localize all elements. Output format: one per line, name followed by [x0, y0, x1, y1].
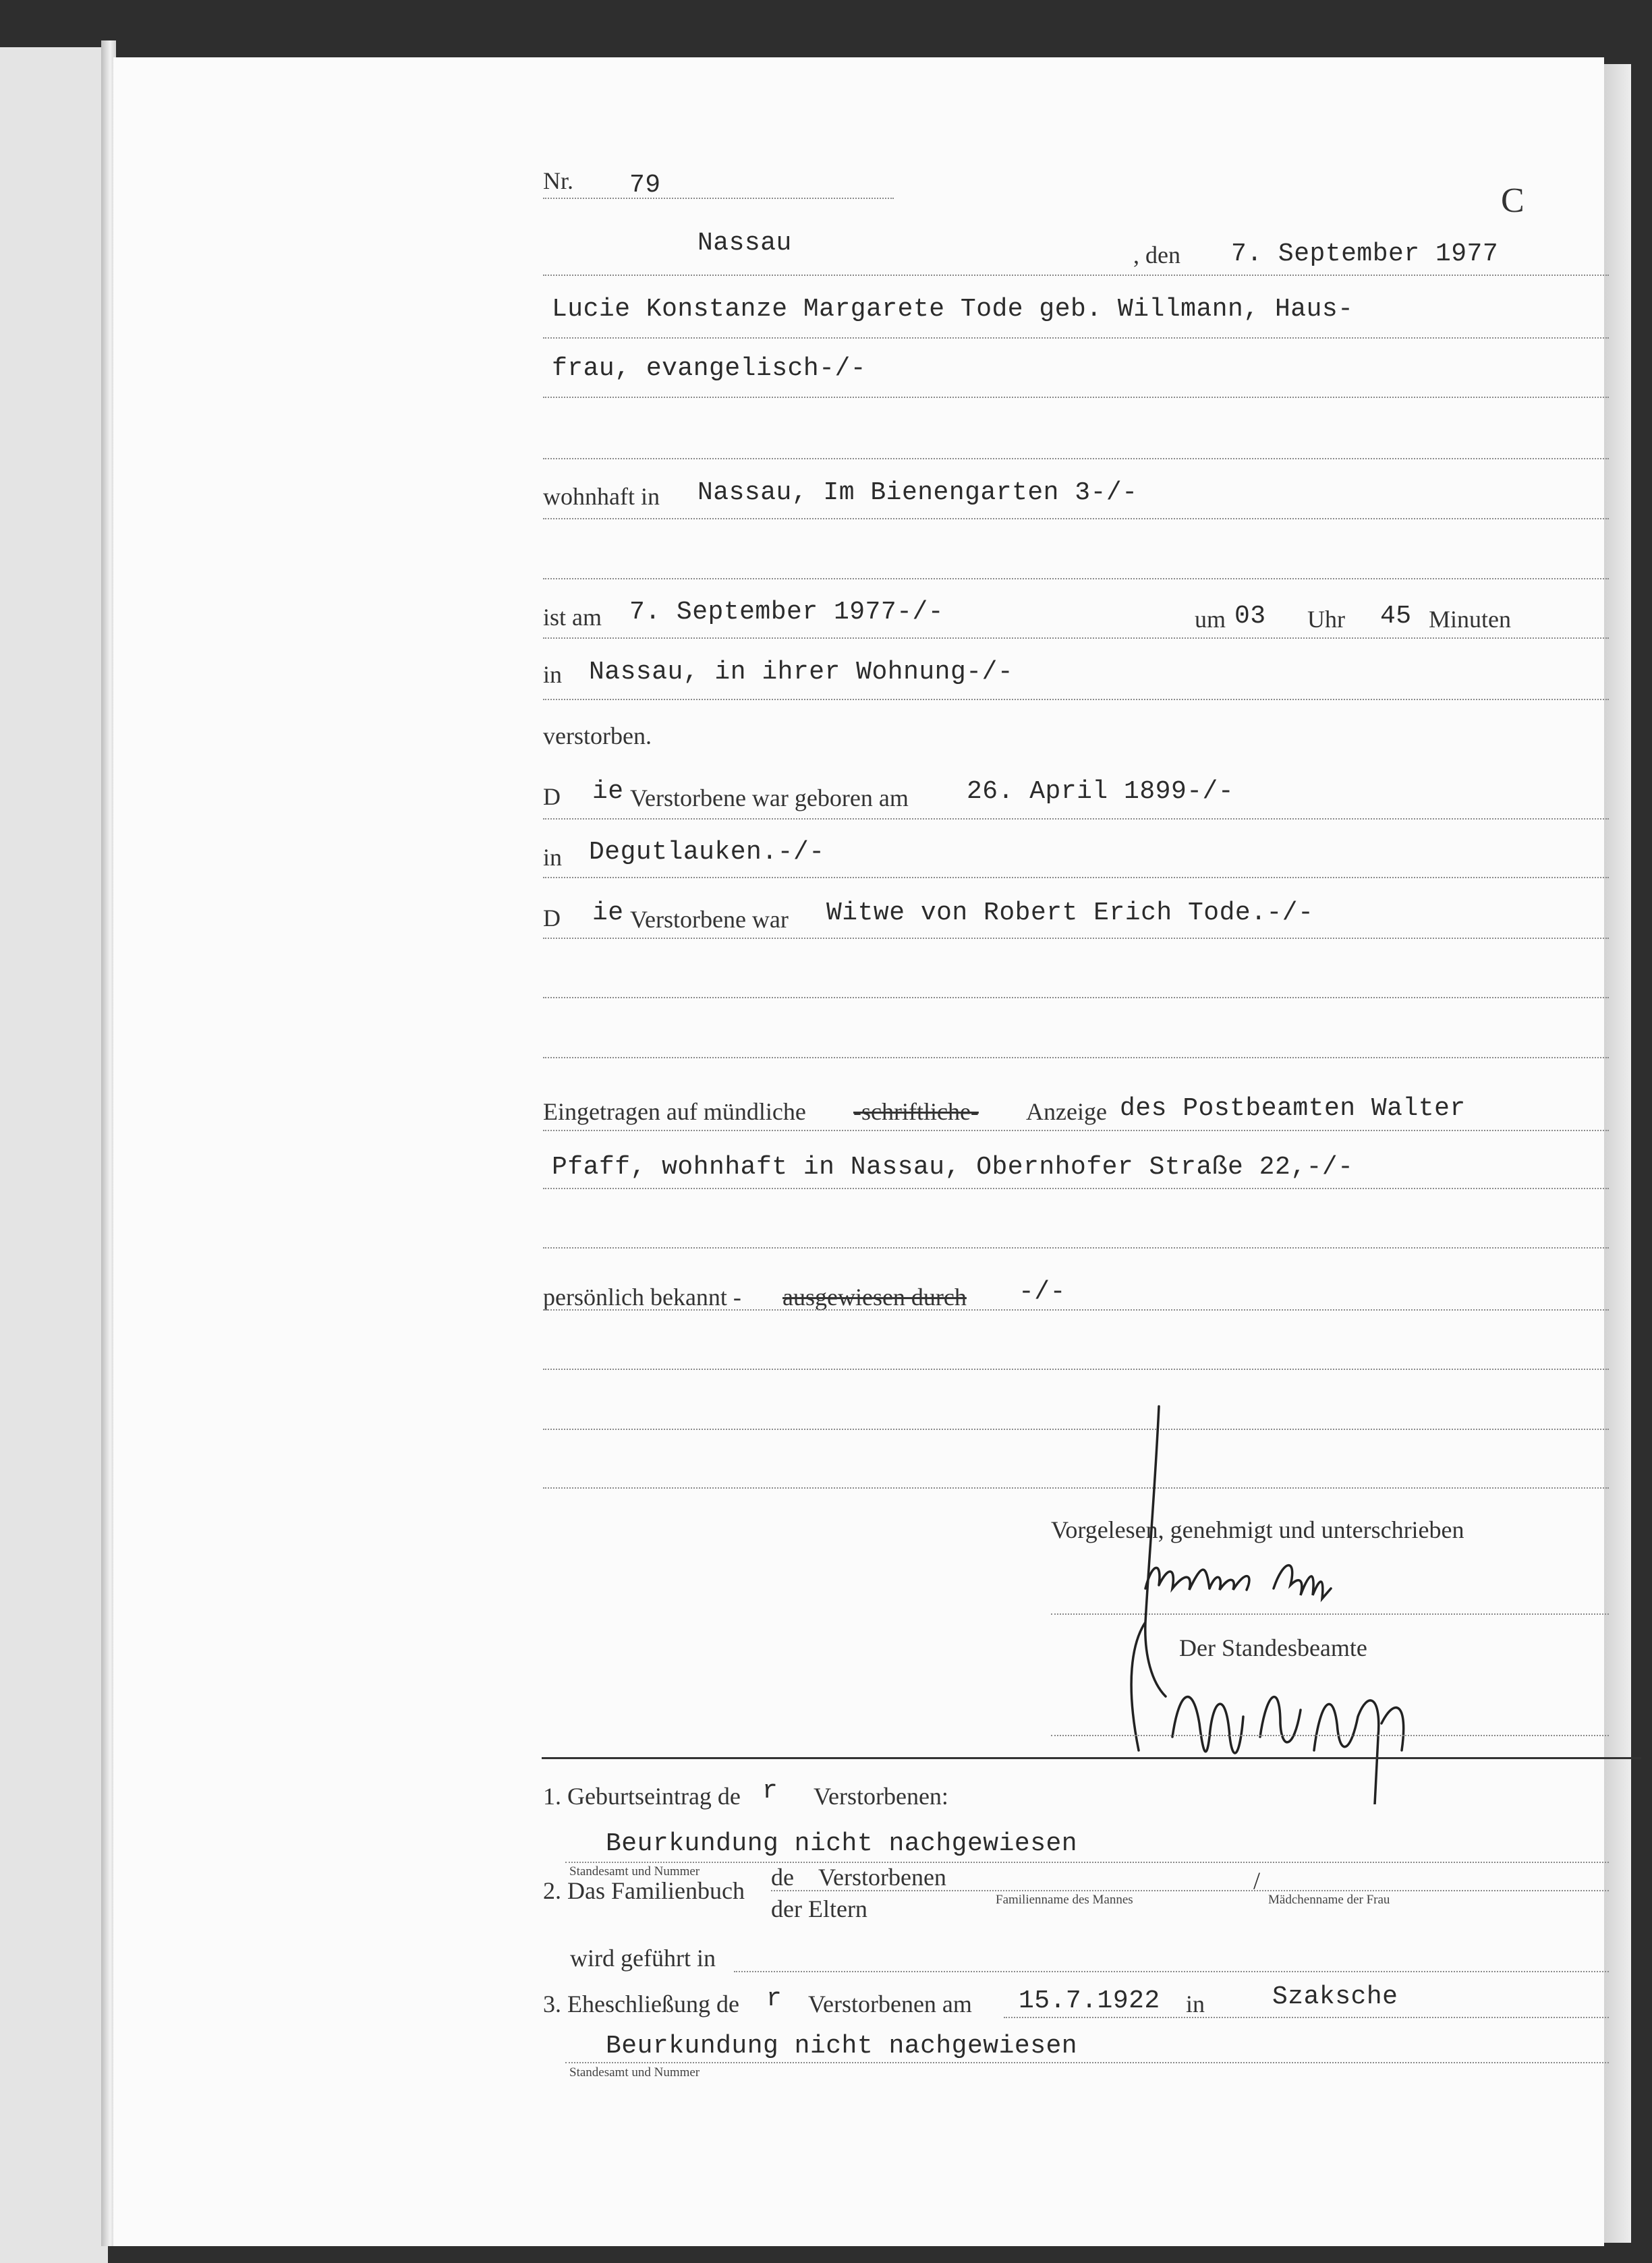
footnote-1-suffix: r — [762, 1777, 778, 1806]
entry-date: 7. September 1977 — [1231, 239, 1499, 268]
wife-maiden-name-label: Mädchenname der Frau — [1268, 1893, 1390, 1907]
death-date: 7. September 1977-/- — [629, 598, 944, 627]
footnote-2-verstorbenen: Verstorbenen — [818, 1864, 946, 1891]
footnote-3-rule — [1004, 2017, 1609, 2018]
blank-rule-3 — [543, 997, 1609, 998]
footnote-2-gefuehrt: wird geführt in — [570, 1945, 716, 1972]
footnote-2-de: de — [771, 1864, 794, 1891]
um-label: um — [1195, 606, 1226, 633]
footnote-1-label-b: Verstorbenen: — [814, 1783, 948, 1810]
blank-rule-4 — [543, 1057, 1609, 1058]
uhr-label: Uhr — [1307, 606, 1345, 633]
footnote-3-place: Szaksche — [1272, 1982, 1398, 2011]
death-place-rule — [543, 699, 1609, 700]
footnote-separator — [542, 1757, 1641, 1759]
registrar-signature — [1091, 1400, 1618, 1804]
name-line-1: Lucie Konstanze Margarete Tode geb. Willmann, Haus- — [552, 295, 1354, 324]
registrar-signature-rule — [1051, 1735, 1609, 1736]
identity-label: persönlich bekannt - — [543, 1284, 741, 1311]
corner-letter: C — [1501, 181, 1525, 220]
read-approved-label: Vorgelesen, genehmigt und unterschrieben — [1051, 1516, 1464, 1543]
birth-suffix: ie — [592, 777, 624, 806]
register-page — [113, 57, 1604, 2246]
residence-rule — [543, 518, 1609, 519]
ist-am-label: ist am — [543, 604, 602, 631]
footnote-1-value: Beurkundung nicht nachgewiesen — [606, 1829, 1078, 1858]
name-rule-2 — [543, 397, 1609, 398]
blank-rule-6 — [543, 1369, 1609, 1370]
entry-number: 79 — [629, 171, 661, 200]
residence-label: wohnhaft in — [543, 483, 660, 510]
footnote-2-gefuehrt-rule — [734, 1971, 1609, 1972]
registration-struck: -schriftliche- — [853, 1098, 979, 1125]
birth-label: Verstorbene war geboren am — [630, 784, 909, 811]
blank-rule-1 — [543, 458, 1609, 459]
footnote-2-label: 2. Das Familienbuch — [543, 1877, 745, 1904]
birth-date-rule — [543, 818, 1609, 820]
footnote-3-date: 15.7.1922 — [1019, 1986, 1160, 2015]
footnote-2-rule — [771, 1890, 1609, 1891]
nr-label: Nr. — [543, 167, 573, 194]
residence-value: Nassau, Im Bienengarten 3-/- — [697, 478, 1138, 507]
death-minutes: 45 — [1380, 602, 1412, 631]
blank-rule-5 — [543, 1247, 1609, 1249]
place: Nassau — [697, 229, 792, 258]
page-stack-edge — [1600, 64, 1631, 2243]
name-rule-1 — [543, 337, 1609, 339]
nr-rule — [543, 198, 894, 199]
den-label: , den — [1133, 241, 1180, 268]
birth-place: Degutlauken.-/- — [589, 838, 825, 867]
footnote-3-value-rule — [565, 2062, 1609, 2063]
birth-place-rule — [543, 877, 1609, 878]
death-in-label: in — [543, 661, 563, 688]
minuten-label: Minuten — [1429, 606, 1511, 633]
place-rule — [543, 275, 1609, 276]
identity-value: -/- — [1019, 1278, 1066, 1307]
registration-value-1: des Postbeamten Walter — [1120, 1094, 1466, 1123]
marital-label: Verstorbene war — [630, 906, 789, 933]
footnote-1-label: 1. Geburtseintrag de — [543, 1783, 741, 1810]
footnote-2-eltern: der Eltern — [771, 1895, 867, 1922]
death-place: Nassau, in ihrer Wohnung-/- — [589, 658, 1014, 687]
footnote-3-label-b: Verstorbenen am — [808, 1990, 972, 2017]
marital-suffix: ie — [592, 898, 624, 927]
identity-struck: ausgewiesen durch — [782, 1284, 967, 1311]
registration-rule-1 — [543, 1130, 1609, 1131]
death-hour: 03 — [1234, 602, 1266, 631]
standesamt-label-2: Standesamt und Nummer — [569, 2065, 700, 2080]
blank-rule-2 — [543, 578, 1609, 579]
birth-in-label: in — [543, 844, 563, 871]
footnote-1-rule — [565, 1862, 1609, 1863]
registration-label-2: Anzeige — [1026, 1098, 1107, 1125]
marital-value: Witwe von Robert Erich Tode.-/- — [826, 898, 1314, 927]
footnote-3-value: Beurkundung nicht nachgewiesen — [606, 2032, 1078, 2061]
registration-label: Eingetragen auf mündliche — [543, 1098, 806, 1125]
registration-rule-2 — [543, 1188, 1609, 1189]
marital-d-label: D — [543, 905, 561, 932]
footnote-3-label: 3. Eheschließung de — [543, 1990, 739, 2017]
identity-rule — [543, 1309, 1609, 1311]
footnote-3-in: in — [1186, 1990, 1205, 2017]
marital-rule — [543, 938, 1609, 939]
standesamt-label-1: Standesamt und Nummer — [569, 1864, 700, 1879]
name-line-2: frau, evangelisch-/- — [552, 354, 867, 383]
birth-date: 26. April 1899-/- — [967, 777, 1234, 806]
left-page-edge — [0, 47, 108, 2263]
husband-name-label: Familienname des Mannes — [996, 1893, 1133, 1907]
registrar-label: Der Standesbeamte — [1179, 1634, 1367, 1661]
verstorben-label: verstorben. — [543, 722, 652, 749]
footnote-2-slash: / — [1253, 1867, 1261, 1894]
death-date-rule — [543, 637, 1609, 639]
footnote-3-suffix: r — [766, 1984, 782, 2013]
registration-value-2: Pfaff, wohnhaft in Nassau, Obernhofer Straße 22,-/- — [552, 1153, 1354, 1182]
birth-d-label: D — [543, 783, 561, 810]
